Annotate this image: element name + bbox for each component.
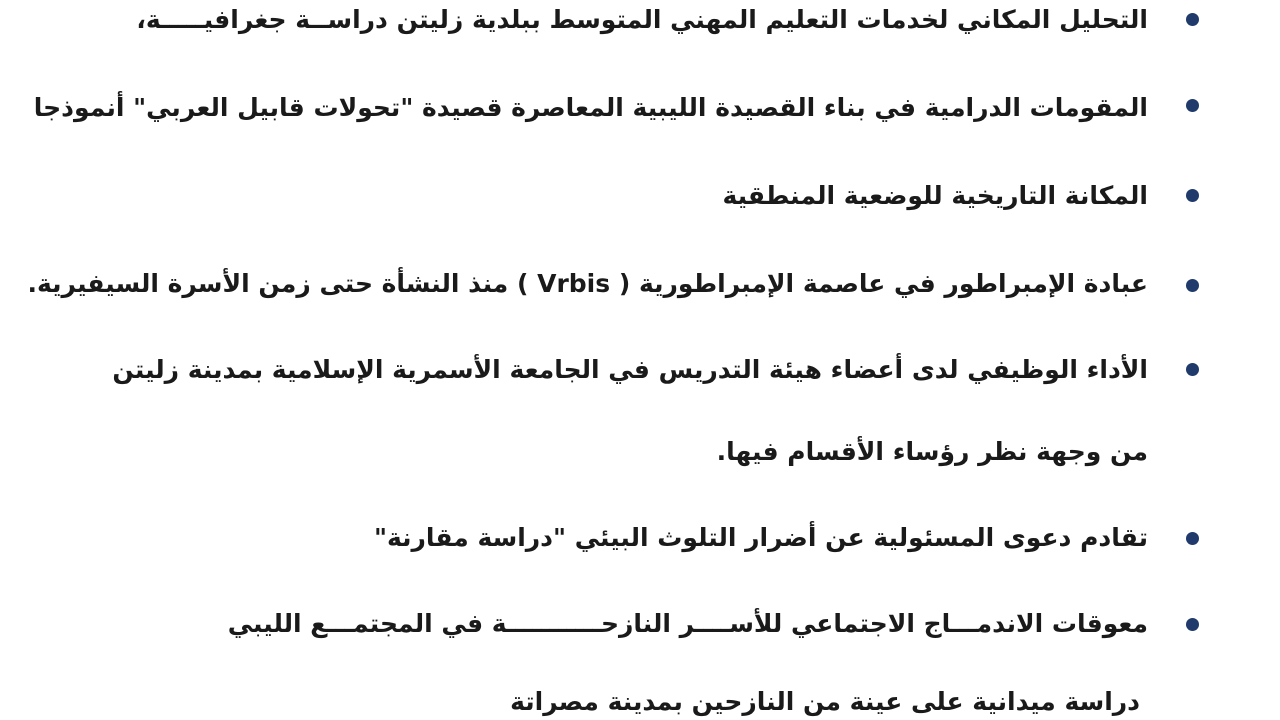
list-item-2: المقومات الدرامية في بناء القصيدة الليبية المعاصرة قصيدة "تحولات قابيل العربي" أنموذجا [33, 93, 1148, 122]
list-item-1: التحليل المكاني لخدمات التعليم المهني المتوسط ببلدية زليتن دراســة جغرافيـــــة، [136, 5, 1148, 34]
bullet-icon [1186, 618, 1199, 631]
list-item-7: معوقات الاندمـــاج الاجتماعي للأســــر النازحـــــــــــة في المجتمـــع الليبي [227, 609, 1148, 638]
bullet-icon [1186, 532, 1199, 545]
list-item-3: المكانة التاريخية للوضعية المنطقية [722, 181, 1148, 210]
list-item-7-continuation: دراسة ميدانية على عينة من النازحين بمدينة مصراتة [510, 687, 1140, 716]
list-item-4: عبادة الإمبراطور في عاصمة الإمبراطورية ( Vrbis ) منذ النشأة حتى زمن الأسرة السيفيرية. [27, 269, 1148, 298]
list-item-6: تقادم دعوى المسئولية عن أضرار التلوث البيئي "دراسة مقارنة" [373, 523, 1148, 552]
bullet-icon [1186, 189, 1199, 202]
bullet-icon [1186, 99, 1199, 112]
list-item-5: الأداء الوظيفي لدى أعضاء هيئة التدريس في الجامعة الأسمرية الإسلامية بمدينة زليتن [112, 355, 1148, 384]
list-item-5-continuation: من وجهة نظر رؤساء الأقسام فيها. [716, 437, 1148, 466]
bullet-icon [1186, 13, 1199, 26]
bullet-icon [1186, 363, 1199, 376]
bullet-icon [1186, 279, 1199, 292]
